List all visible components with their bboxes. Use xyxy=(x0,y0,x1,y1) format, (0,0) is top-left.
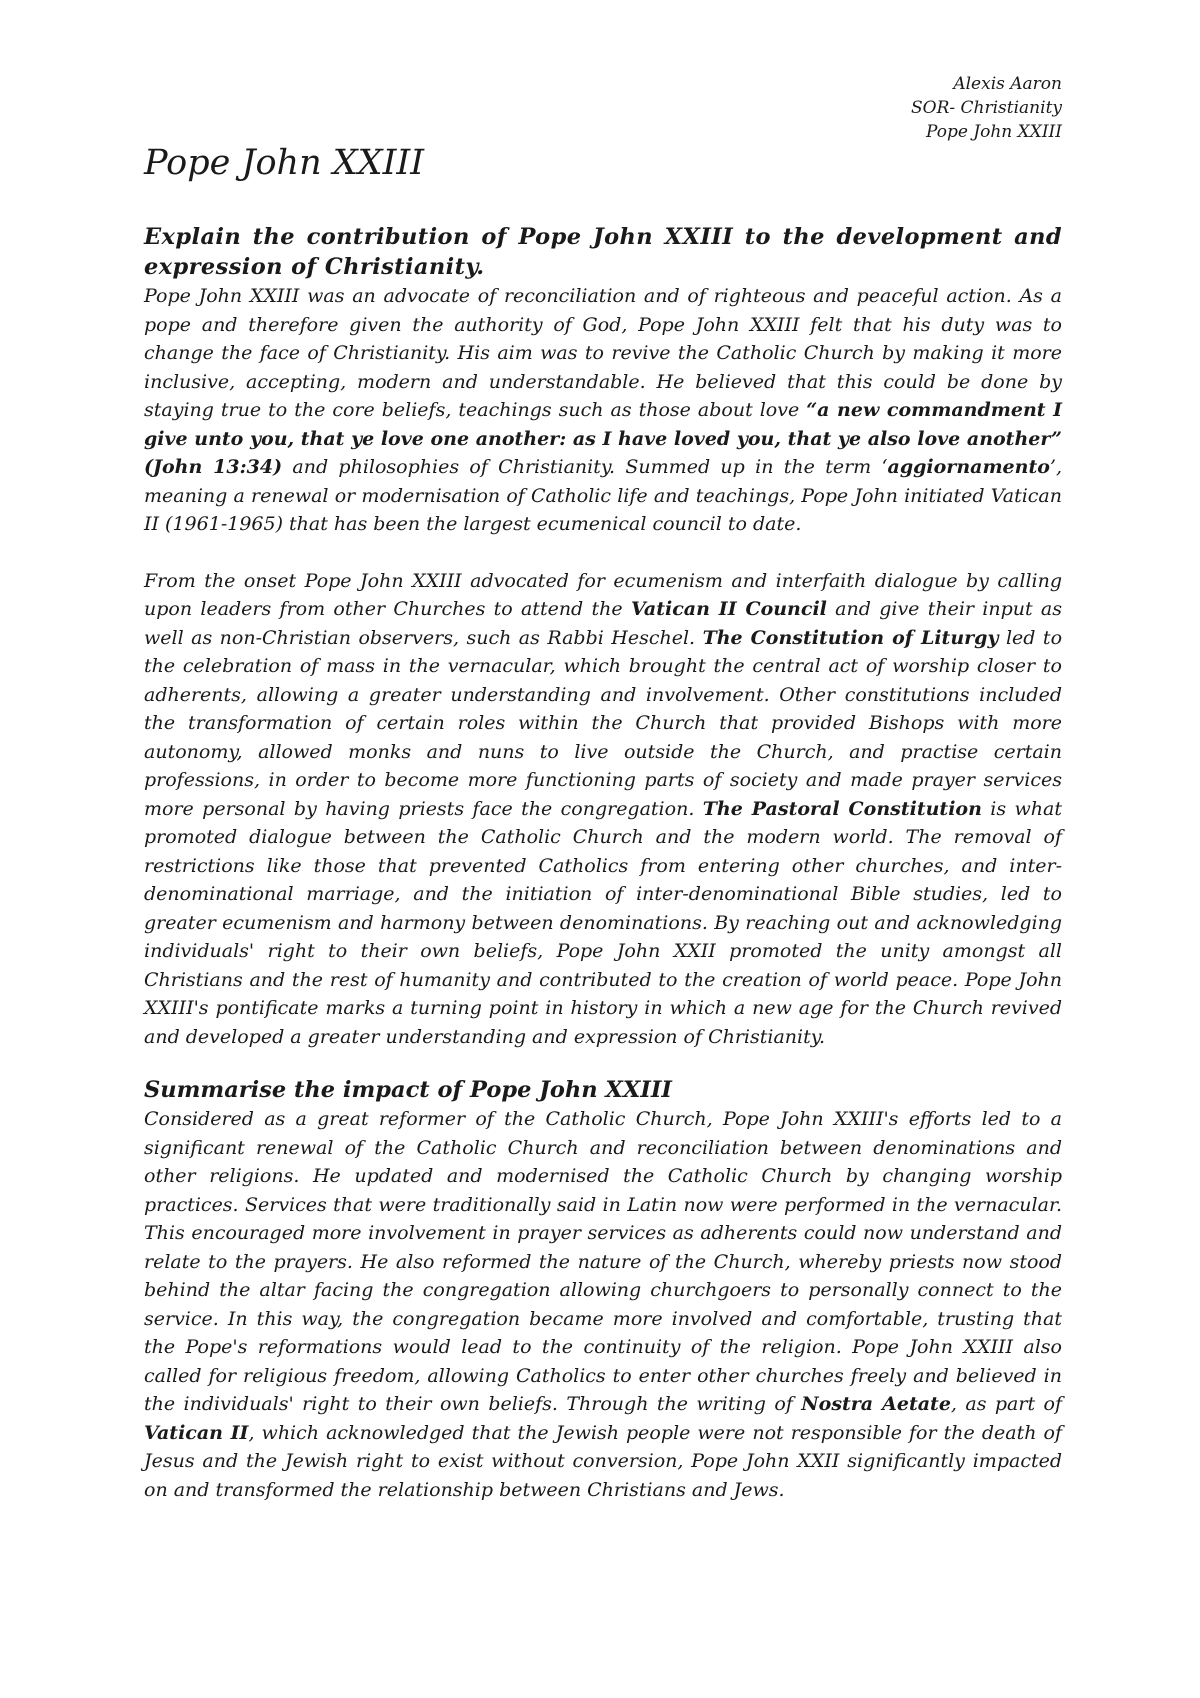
text-run: is what promoted dialogue between the Catholic Church and the modern world. The removal of restrictions like those that prevented Catholics from entering other churches, and inter-denominational marriage, and the initiation of inter-denominational Bible studies, led to greater ecumenism and harmony between denominations. By reaching out and acknowledging individuals' right to their own beliefs, Pope John XXII promoted the unity amongst all Christians and the rest of humanity and contributed to the creation of world peace. Pope John XXIII's pontificate marks a turning point in history in which a new age for the Church revived and developed a greater understanding and expression of Christianity. xyxy=(144,797,1062,1048)
author-name: Alexis Aaron xyxy=(953,74,1062,94)
section1-heading: Explain the contribution of Pope John XXIII to the development and expression of Christianity. xyxy=(144,224,1062,280)
text-run: and philosophies of Christianity. Summed up in the term ‘ xyxy=(282,456,888,478)
text-run: and give their input as well as non-Christian observers, such as Rabbi Heschel. xyxy=(144,598,1063,649)
term-aggiornamento: aggiornamento xyxy=(887,456,1050,478)
document-body xyxy=(144,222,1062,1504)
term-pastoral-constitution: The Pastoral Constitution xyxy=(702,797,982,820)
page-title: Pope John XXIII xyxy=(144,143,425,183)
term-vatican-council: Vatican II Council xyxy=(630,598,827,620)
term-nostra-aetate: Nostra Aetate xyxy=(801,1393,951,1415)
text-run: From the onset Pope John XXIII advocated for ecumenism and interfaith dialogue by calling upon leaders from other Churches to attend the xyxy=(144,569,1062,620)
text-run: led to the celebration of mass in the vernacular, which brought the central act of worship closer to adherents, allowing a greater understanding and involvement. Other constitutions included the transformation of certain roles within the Church that provided Bishops with more autonomy, allowed monks and nuns to live outside the Church, and practise certain professions, in order to become more functioning parts of society and made prayer services more personal by having priests face the congregation. xyxy=(144,626,1063,820)
text-run: Considered as a great reformer of the Catholic Church, Pope John XXIII's efforts led to a significant renewal of the Catholic Church and reconciliation between denominations and other religions. He updated and modernised the Catholic Church by changing worship practices. Services that were traditionally said in Latin now were performed in the vernacular. This encouraged more involvement in prayer services as adherents could now understand and relate to the prayers. He also reformed the nature of the Church, whereby priests now stood behind the altar facing the congregation allowing churchgoers to personally connect to the service. In this way, the congregation became more involved and comfortable, trusting that the Pope's reformations would lead to the continuity of the religion. Pope John XXIII also called for religious freedom, allowing Catholics to enter other churches freely and believed in the individuals' right to their own beliefs. Through the writing of xyxy=(144,1108,1062,1415)
topic-name: Pope John XXIII xyxy=(925,122,1062,142)
text-run: , which acknowledged that the Jewish people were not responsible for the death of Jesus and the Jewish right to exist without conversion, Pope John XXII significantly impacted on and transformed the relationship between Christians and Jews. xyxy=(144,1421,1062,1501)
course-name: SOR- Christianity xyxy=(911,98,1062,118)
term-constitution-liturgy: The Constitution of Liturgy xyxy=(702,626,999,649)
text-run: ’, meaning a renewal or modernisation of Catholic life and teachings, Pope John initiated Vatican II (1961-1965) that has been the largest ecumenical council to date. xyxy=(144,456,1062,535)
text-run: Pope John XXIII was an advocate of reconciliation and of righteous and peaceful action. As a pope and therefore given the authority of God, Pope John XXIII felt that his duty was to change the face of Christianity. His aim was to revive the Catholic Church by making it more inclusive, accepting, modern and understandable. He believed that this could be done by staying true to the core beliefs, teachings such as those about love xyxy=(144,285,1062,421)
bible-quote: “a new commandment I give unto you, that ye love one another: as I have loved you, that ye also love another” (John 13:34) xyxy=(144,399,1062,478)
term-vatican-ii: Vatican II xyxy=(144,1421,249,1444)
section2-paragraph-1 xyxy=(144,1105,1062,1504)
section1-paragraph-2 xyxy=(144,567,1062,1052)
section1-paragraph-1 xyxy=(144,282,1062,539)
header-meta xyxy=(911,72,1062,144)
section2-heading: Summarise the impact of Pope John XXIII xyxy=(144,1077,672,1103)
text-run: , as part of xyxy=(950,1393,1062,1415)
